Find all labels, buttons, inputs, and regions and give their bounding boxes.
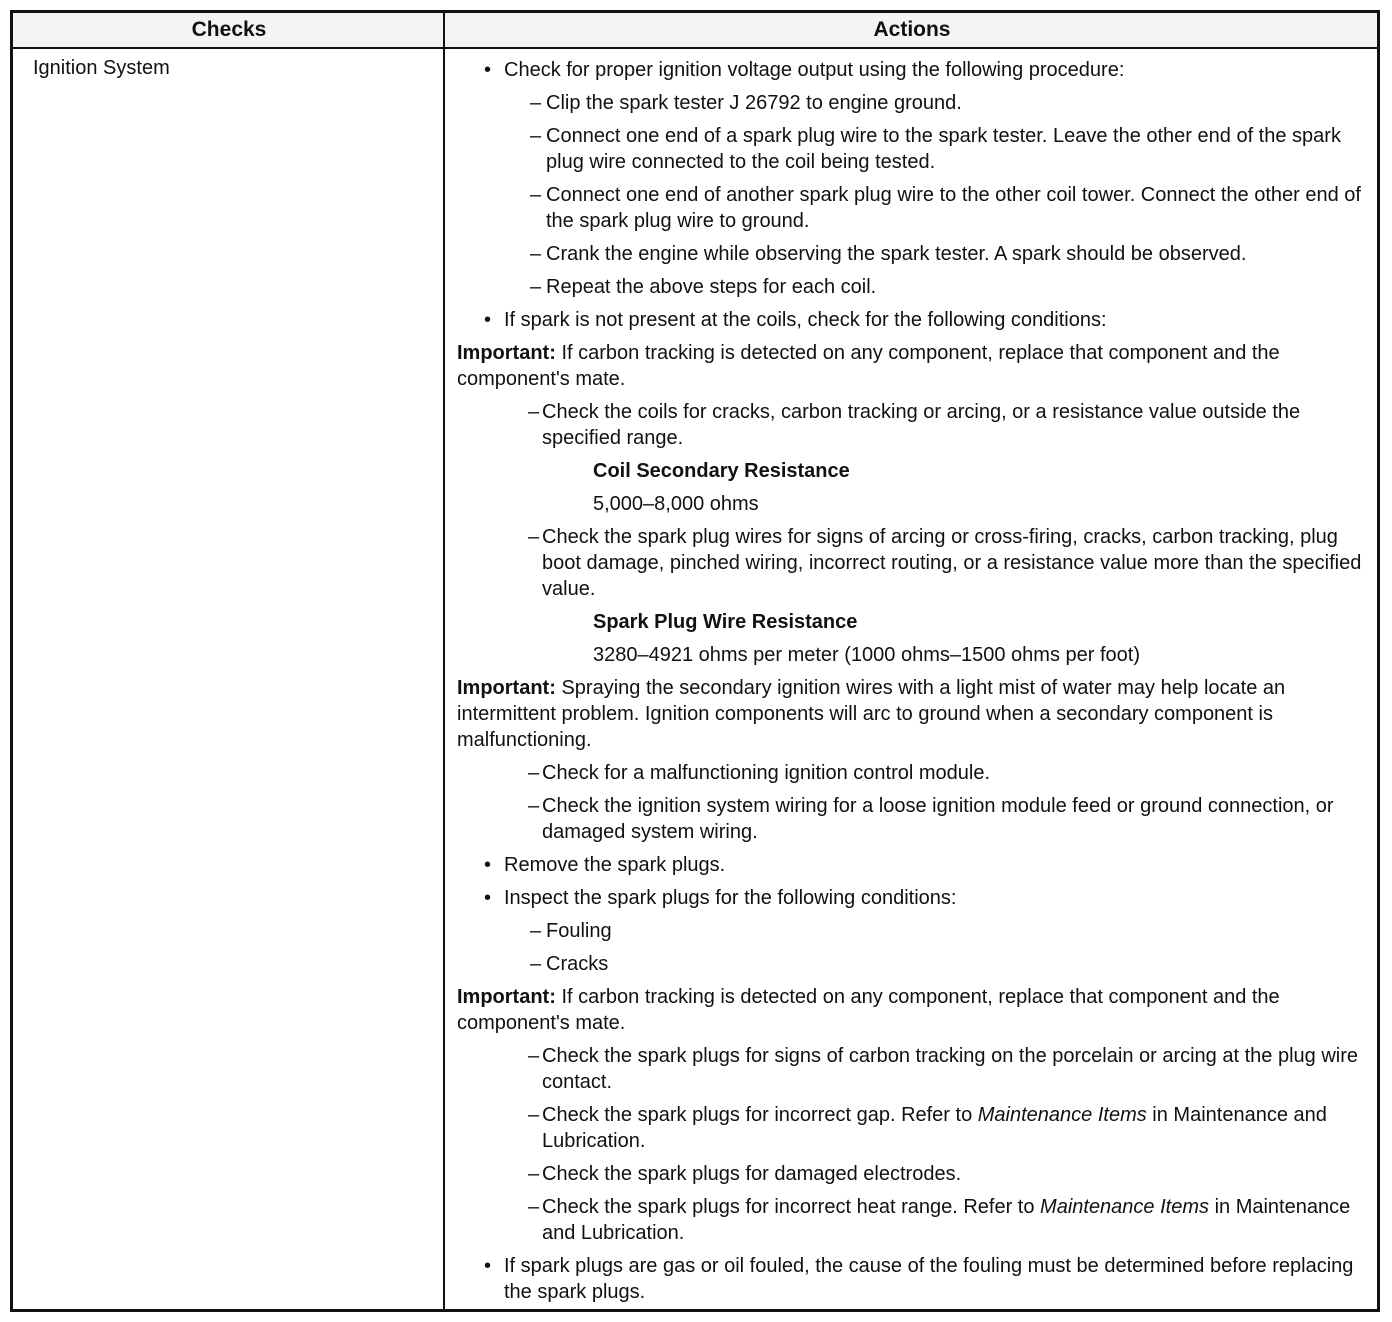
important-note: Important: Spraying the secondary ignition wires with a light mist of water may help locate an intermittent problem. Ignition components will arc to ground when a secondary component is malfunctioning. [457,677,1286,751]
dash-item: – Repeat the above steps for each coil. [530,276,877,298]
dash-item: – Check for a malfunctioning ignition control module. [528,762,991,784]
spec-title: Spark Plug Wire Resistance [593,611,858,633]
dash-item: – Check the spark plugs for signs of carbon tracking on the porcelain or arcing at the plug wire contact. [528,1045,1358,1093]
spec-value: 5,000–8,000 ohms [593,493,759,515]
spec-value: 3280–4921 ohms per meter (1000 ohms–1500 ohms per foot) [593,644,1141,666]
header-actions: Actions [873,18,951,41]
diagnostic-table [10,10,1380,1312]
bullet-item: • Check for proper ignition voltage output using the following procedure: [484,59,1125,81]
important-note: Important: If carbon tracking is detected on any component, replace that component and the component's mate. [457,342,1280,390]
bullet-item: • If spark plugs are gas or oil fouled, the cause of the fouling must be determined before replacing the spark plugs. [484,1255,1354,1303]
important-note: Important: If carbon tracking is detected on any component, replace that component and the component's mate. [457,986,1280,1034]
dash-item: – Connect one end of a spark plug wire to the spark tester. Leave the other end of the spark plug wire connected to the coil being tested. [530,125,1341,173]
column-divider [443,13,445,1309]
dash-item: – Clip the spark tester J 26792 to engine ground. [530,92,962,114]
dash-item: – Check the spark plugs for damaged electrodes. [528,1163,962,1185]
dash-item: – Check the coils for cracks, carbon tracking or arcing, or a resistance value outside the specified range. [528,401,1301,449]
dash-item: – Crank the engine while observing the spark tester. A spark should be observed. [530,243,1247,265]
dash-item: – Check the spark plugs for incorrect heat range. Refer to Maintenance Items in Maintenance and Lubrication. [528,1196,1351,1244]
bullet-item: • If spark is not present at the coils, check for the following conditions: [484,309,1107,331]
bullet-item: • Remove the spark plugs. [484,854,726,876]
header-checks: Checks [191,18,267,41]
dash-item: – Check the spark plugs for incorrect gap. Refer to Maintenance Items in Maintenance and Lubrication. [528,1104,1327,1152]
check-item: Ignition System [33,57,170,79]
dash-item: – Cracks [530,953,609,975]
bullet-item: • Inspect the spark plugs for the following conditions: [484,887,957,909]
actions-cell [457,57,1373,1312]
dash-item: – Connect one end of another spark plug wire to the other coil tower. Connect the other end of the spark plug wire to ground. [530,184,1361,232]
dash-item: – Check the spark plug wires for signs of arcing or cross-firing, cracks, carbon tracking, plug boot damage, pinched wiring, incorrect routing, or a resistance value more than the specified value. [528,526,1362,600]
table-header [13,13,1377,49]
dash-item: – Fouling [530,920,612,942]
dash-item: – Check the ignition system wiring for a loose ignition module feed or ground connection, or damaged system wiring. [528,795,1334,843]
spec-title: Coil Secondary Resistance [593,460,850,482]
